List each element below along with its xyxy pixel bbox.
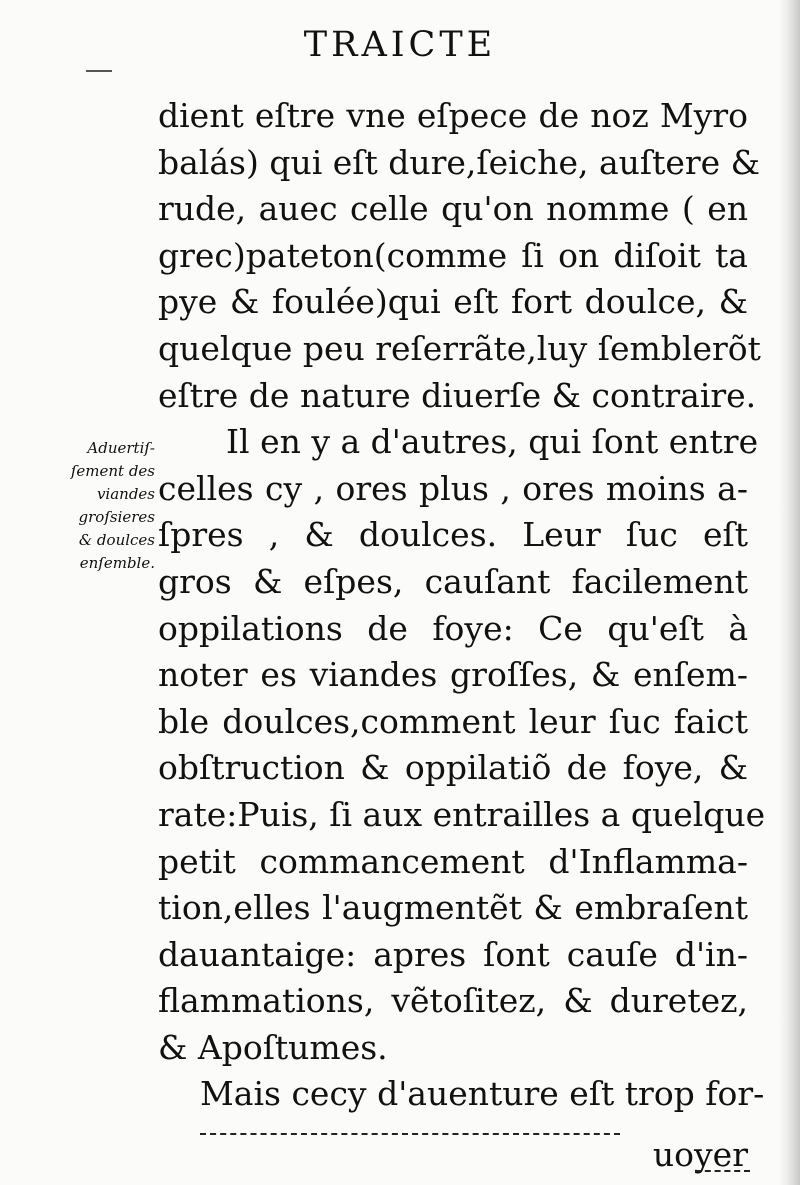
text-line: balás) qui eſt dure,ſeiche, auſtere & [158,142,761,182]
text-line: rude, auec celle qu'on nomme ( en [158,189,748,229]
catchword-underline [695,1170,750,1172]
margin-note-line: ſement des [70,462,155,480]
text-line: noter es viandes groſſes, & enſem- [158,655,748,695]
text-line: rate:Puis, ſi aux entrailles a quelque [158,794,766,834]
margin-note-line: viandes [96,485,155,503]
text-line: dient eſtre vne eſpece de noz Myro [158,96,748,135]
catchword: uoyer [652,1135,748,1174]
paragraph-first-line: Il en y a d'autres, qui ſont entre [226,422,759,462]
page-edge-shadow [778,0,800,1185]
margin-note-line: groſsieres [78,508,155,526]
margin-note-line: enſemble. [79,554,155,572]
text-line: ſpres , & doulces. Leur ſuc eſt [158,515,748,555]
text-line: pye & foulée)qui eſt fort doulce, & [158,282,748,322]
running-head: TRAICTE [303,25,497,65]
margin-note-line: & doulces [78,531,155,549]
text-line: gros & eſpes, cauſant facilement [158,561,748,601]
text-line: grec)pateton(comme ſi on diſoit ta [158,235,748,275]
text-line: ble doulces,comment leur ſuc faict [158,701,748,741]
paragraph-last-line: & Apoſtumes. [158,1027,388,1067]
text-line: tion,elles l'augmentẽt & embraſent [158,888,748,928]
text-line: petit commancement d'Inflamma- [158,841,748,881]
text-line: flammations, vẽtoſitez, & duretez, [158,981,748,1021]
text-line: oppilations de foye: Ce qu'eſt à [158,608,748,648]
margin-note [30,437,155,575]
paragraph-first-line: Mais cecy d'auenture eſt trop for- [200,1074,765,1114]
ink-mark [86,70,112,72]
text-line: obſtruction & oppilatiõ de foye, & [158,748,748,788]
text-line: quelque peu reſerrãte,luy ſemblerõt [158,328,761,368]
text-line: celles cy , ores plus , ores moins a- [158,468,748,508]
text-line: dauantaige: apres ſont cauſe d'in- [158,934,748,974]
text-line: eſtre de nature diuerſe & contraire. [158,375,757,415]
body-text [158,93,766,1118]
underline-rule [200,1133,620,1135]
margin-note-line: Aduertiſ- [87,439,155,457]
